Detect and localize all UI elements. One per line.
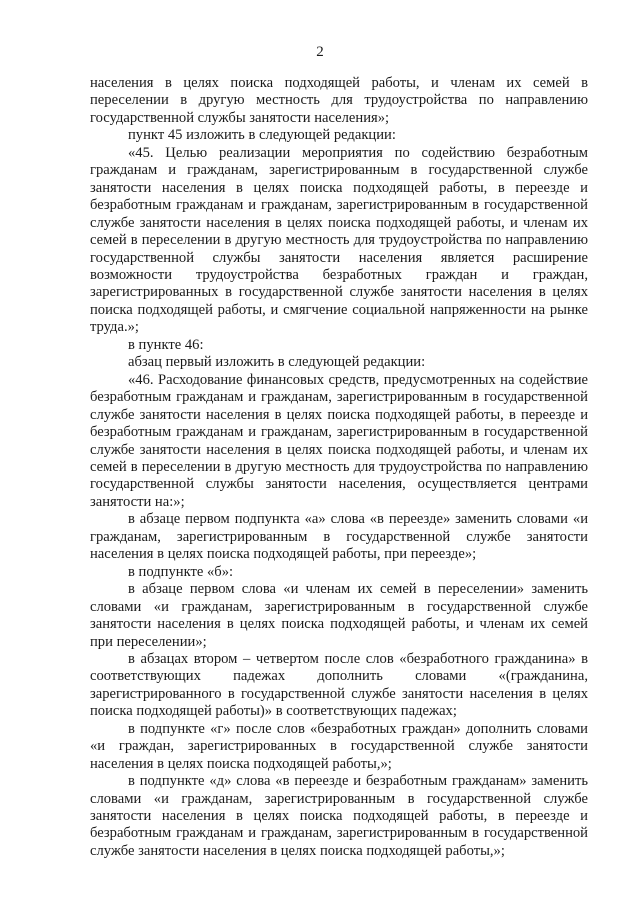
document-body	[90, 75, 588, 860]
paragraph-item-46-heading: в пункте 46:	[128, 336, 204, 353]
paragraph-subitem-b-heading: в подпункте «б»:	[128, 563, 234, 580]
paragraph-item-46-instruction: абзац первый изложить в следующей редакции:	[128, 354, 426, 371]
page-number: 2	[316, 44, 324, 60]
paragraph-continuation: населения в целях поиска подходящей работы, и членам их семей в переселении в другую местность для трудоустройства по направлению государственной службы занятости населения»;	[90, 75, 588, 126]
paragraph-item-46-text: «46. Расходование финансовых средств, предусмотренных на содействие безработным гражданам и гражданам, зарегистрированным в государственной службе занятости населения в целях поиска подходящей работы, в переезде и безработным гражданам и гражданам, зарегистрированным в государственной службе занятости населения в целях поиска подходящей работы, и членам их семей в переселении в другую местность для трудоустройства по направлению государственной службы занятости населения, осуществляется центрами занятости на:»;	[90, 371, 588, 510]
paragraph-subitem-d: в подпункте «д» слова «в переезде и безработным гражданам» заменить словами «и гражданам, зарегистрированным в государственной службе занятости населения в целях поиска подходящей работы, в переезде и безработным гражданам и гражданам, зарегистрированным в государственной службе занятости населения в целях поиска подходящей работы,»;	[90, 773, 588, 859]
paragraph-subitem-b-first: в абзаце первом слова «и членам их семей в переселении» заменить словами «и гражданам, зарегистрированным в государственной службе занятости населения в целях поиска подходящей работы, и членам их семей при переселении»;	[90, 581, 588, 650]
paragraph-item-45-text: «45. Целью реализации мероприятия по содействию безработным гражданам и гражданам, зарегистрированным в государственной службе занятости населения в целях поиска подходящей работы, в переезде и безработным гражданам и гражданам, зарегистрированным в государственной службе занятости населения в целях поиска подходящей работы, и членам их семей в переселении в другую местность для трудоустройства по направлению государственной службы занятости населения является расширение возможности трудоустройства безработных граждан и граждан, зарегистрированных в государственной службе занятости населения в целях поиска подходящей работы, и смягчение социальной напряженности на рынке труда.»;	[90, 144, 588, 336]
paragraph-subitem-b-second-fourth: в абзацах втором – четвертом после слов «безработного гражданина» в соответствующих падежах дополнить словами «(гражданина, зарегистрированного в государственной службе занятости населения в целях поиска подходящей работы)» в соответствующих падежах;	[90, 650, 588, 720]
paragraph-subitem-a: в абзаце первом подпункта «а» слова «в переезде» заменить словами «и гражданам, зарегистрированным в государственной службе занятости населения в целях поиска подходящей работы, при переезде»;	[90, 511, 588, 563]
paragraph-subitem-g: в подпункте «г» после слов «безработных граждан» дополнить словами «и граждан, зарегистрированных в государственной службе занятости населения в целях поиска подходящей работы,»;	[90, 720, 588, 772]
paragraph-item-45-instruction: пункт 45 изложить в следующей редакции:	[128, 127, 396, 144]
